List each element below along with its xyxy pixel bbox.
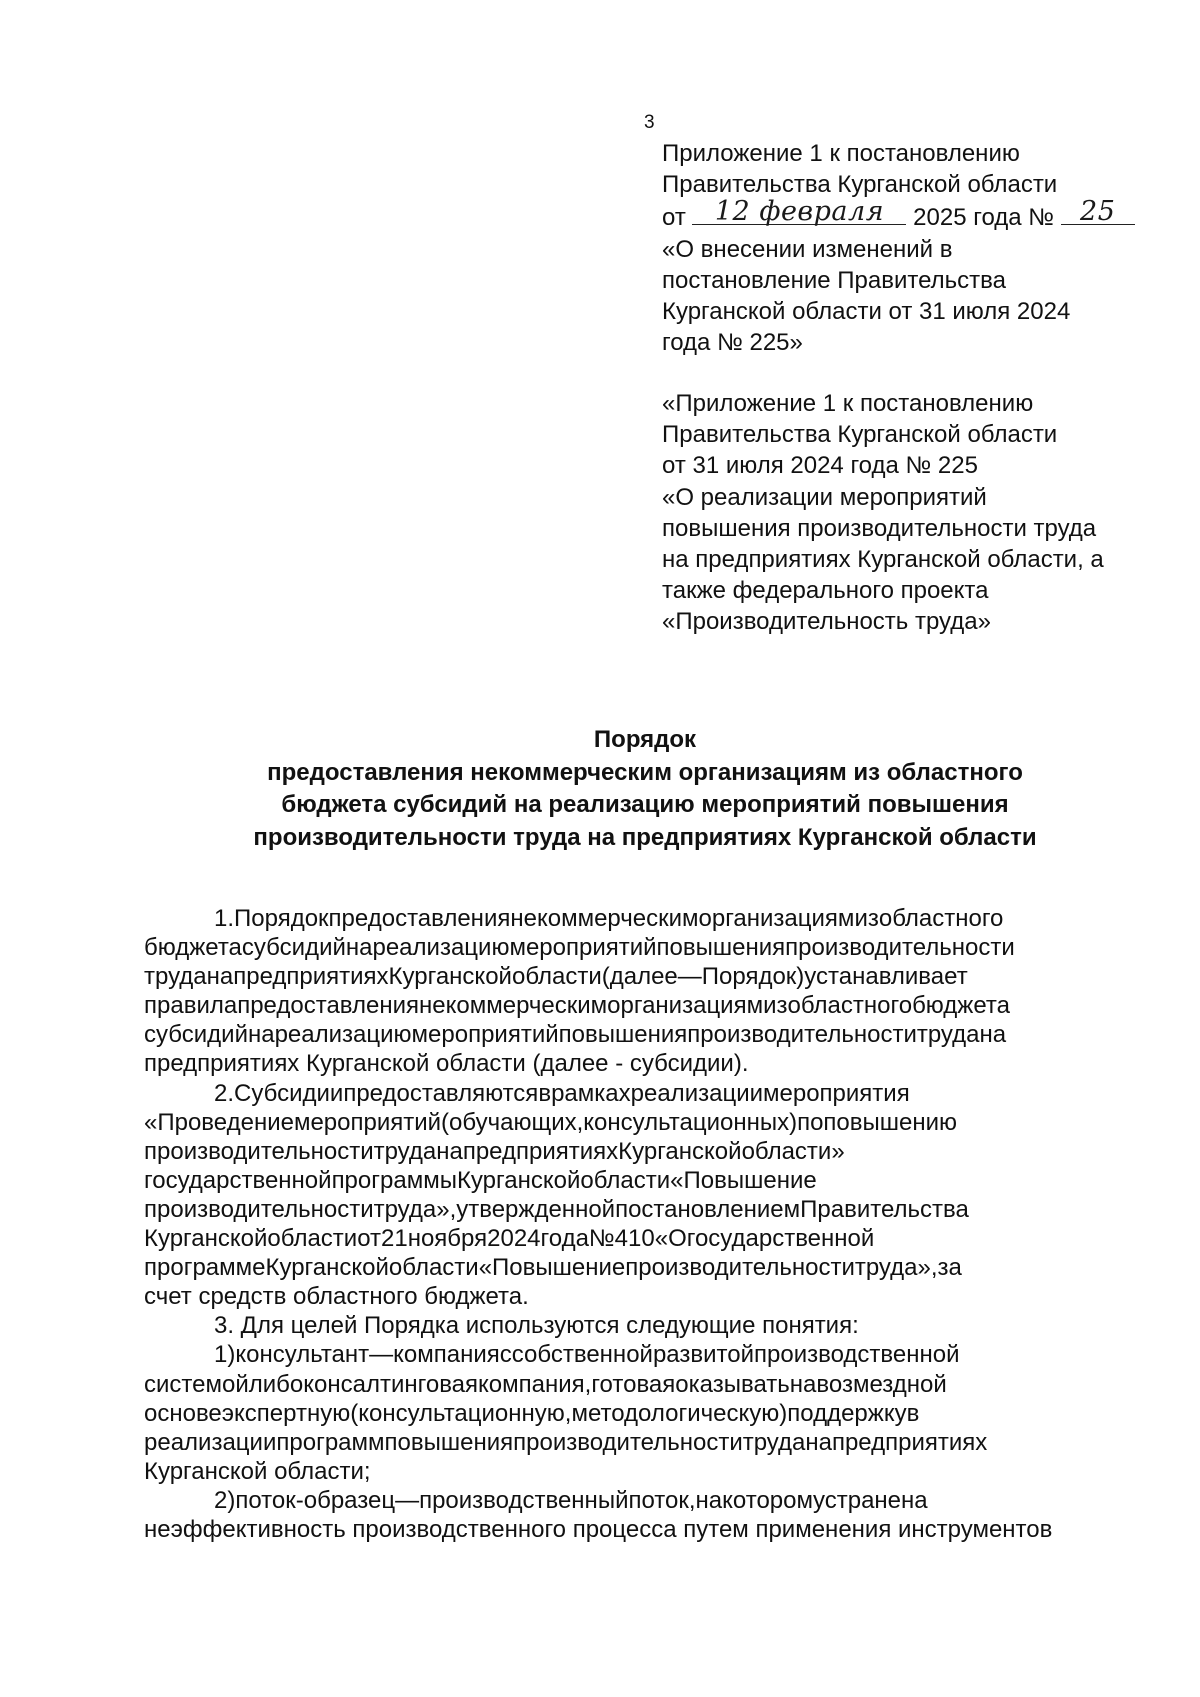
title-heading: Порядок — [593, 726, 697, 753]
header-line: года № 225» — [662, 329, 803, 357]
body-line: 1.Порядокпредоставлениянекоммерческиморганизациямизобластного — [214, 905, 1004, 932]
title-line: бюджета субсидий на реализацию мероприятий повышения — [281, 791, 1009, 818]
quoted-line: повышения производительности труда — [662, 514, 1097, 542]
body-line: реализациипрограммповышенияпроизводительноститруданапредприятиях — [144, 1428, 988, 1456]
quoted-line: «Производительность труда» — [662, 608, 991, 636]
title-line: предоставления некоммерческим организациям из областного — [267, 758, 1023, 786]
date-year: 2025 года № — [913, 204, 1055, 232]
body-line: счет средств областного бюджета. — [144, 1283, 529, 1311]
quoted-line: на предприятиях Курганской области, а — [662, 546, 1104, 574]
header-line: Приложение 1 к постановлению — [662, 140, 1020, 167]
quoted-line: от 31 июля 2024 года № 225 — [662, 452, 978, 480]
body-line: субсидийнареализациюмероприятийповышенияпроизводительноститрудана — [144, 1021, 1007, 1049]
body-line: 3. Для целей Порядка используются следующие понятия: — [214, 1312, 859, 1340]
paragraph-4 — [144, 1340, 1144, 1485]
quoted-line: «Приложение 1 к постановлению — [662, 390, 1034, 417]
body-line: Курганскойобластиот21ноября2024года№410«Огосударственной — [144, 1225, 875, 1253]
body-line: производительноститруда»,утвержденнойпостановлениемПравительства — [144, 1195, 969, 1223]
body-line: государственнойпрограммыКурганскойобласти«Повышение — [144, 1166, 817, 1194]
body-line: труданапредприятияхКурганскойобласти(далее—Порядок)устанавливает — [144, 963, 968, 991]
header-line: Правительства Курганской области — [662, 171, 1058, 199]
document-title — [150, 724, 1140, 854]
body-line: 1)консультант—компанияссобственнойразвитойпроизводственной — [214, 1341, 960, 1369]
body-line: системойлибоконсалтинговаякомпания,готоваяоказыватьнавозмездной — [144, 1370, 947, 1398]
body-line: бюджетасубсидийнареализациюмероприятийповышенияпроизводительности — [144, 934, 1015, 962]
header-line: Курганской области от 31 июля 2024 — [662, 298, 1071, 326]
body-line: Курганской области; — [144, 1457, 371, 1485]
document-body — [144, 904, 1144, 1544]
paragraph-2 — [144, 1079, 1144, 1312]
handwritten-date: 12 февраля — [714, 196, 885, 228]
body-line: 2.Субсидиипредоставляютсяврамкахреализациимероприятия — [214, 1079, 910, 1107]
body-line: предприятиях Курганской области (далее - субсидии). — [144, 1050, 749, 1078]
header-date-line — [662, 196, 1162, 233]
body-line: производительноститруданапредприятияхКурганскойобласти» — [144, 1137, 845, 1165]
page-number: 3 — [644, 112, 655, 133]
handwritten-date-field — [692, 196, 906, 228]
quoted-line: Правительства Курганской области — [662, 421, 1058, 449]
header-line: «О внесении изменений в — [662, 235, 953, 263]
paragraph-1 — [144, 904, 1144, 1079]
handwritten-number-field — [1061, 196, 1135, 228]
appendix-header — [662, 138, 1162, 358]
quoted-line: «О реализации мероприятий — [662, 483, 987, 511]
body-line: правилапредоставлениянекоммерческиморганизациямизобластногобюджета — [144, 992, 1010, 1020]
body-line: «Проведениемероприятий(обучающих,консультационных)поповышению — [144, 1108, 958, 1136]
handwritten-number: 25 — [1080, 196, 1116, 228]
quoted-appendix — [662, 388, 1162, 638]
paragraph-5 — [144, 1486, 1144, 1544]
body-line: основеэкспертную(консультационную,методологическую)поддержкув — [144, 1399, 920, 1427]
paragraph-3 — [144, 1311, 1144, 1340]
header-line: постановление Правительства — [662, 266, 1006, 294]
quoted-line: также федерального проекта — [662, 577, 989, 605]
body-line: неэффективность производственного процесса путем применения инструментов — [144, 1515, 1053, 1543]
title-line: производительности труда на предприятиях Курганской области — [253, 823, 1037, 851]
body-line: 2)поток-образец—производственныйпоток,накоторомустранена — [214, 1486, 928, 1514]
body-line: программеКурганскойобласти«Повышениепроизводительноститруда»,за — [144, 1254, 962, 1282]
date-prefix: от — [662, 204, 686, 232]
